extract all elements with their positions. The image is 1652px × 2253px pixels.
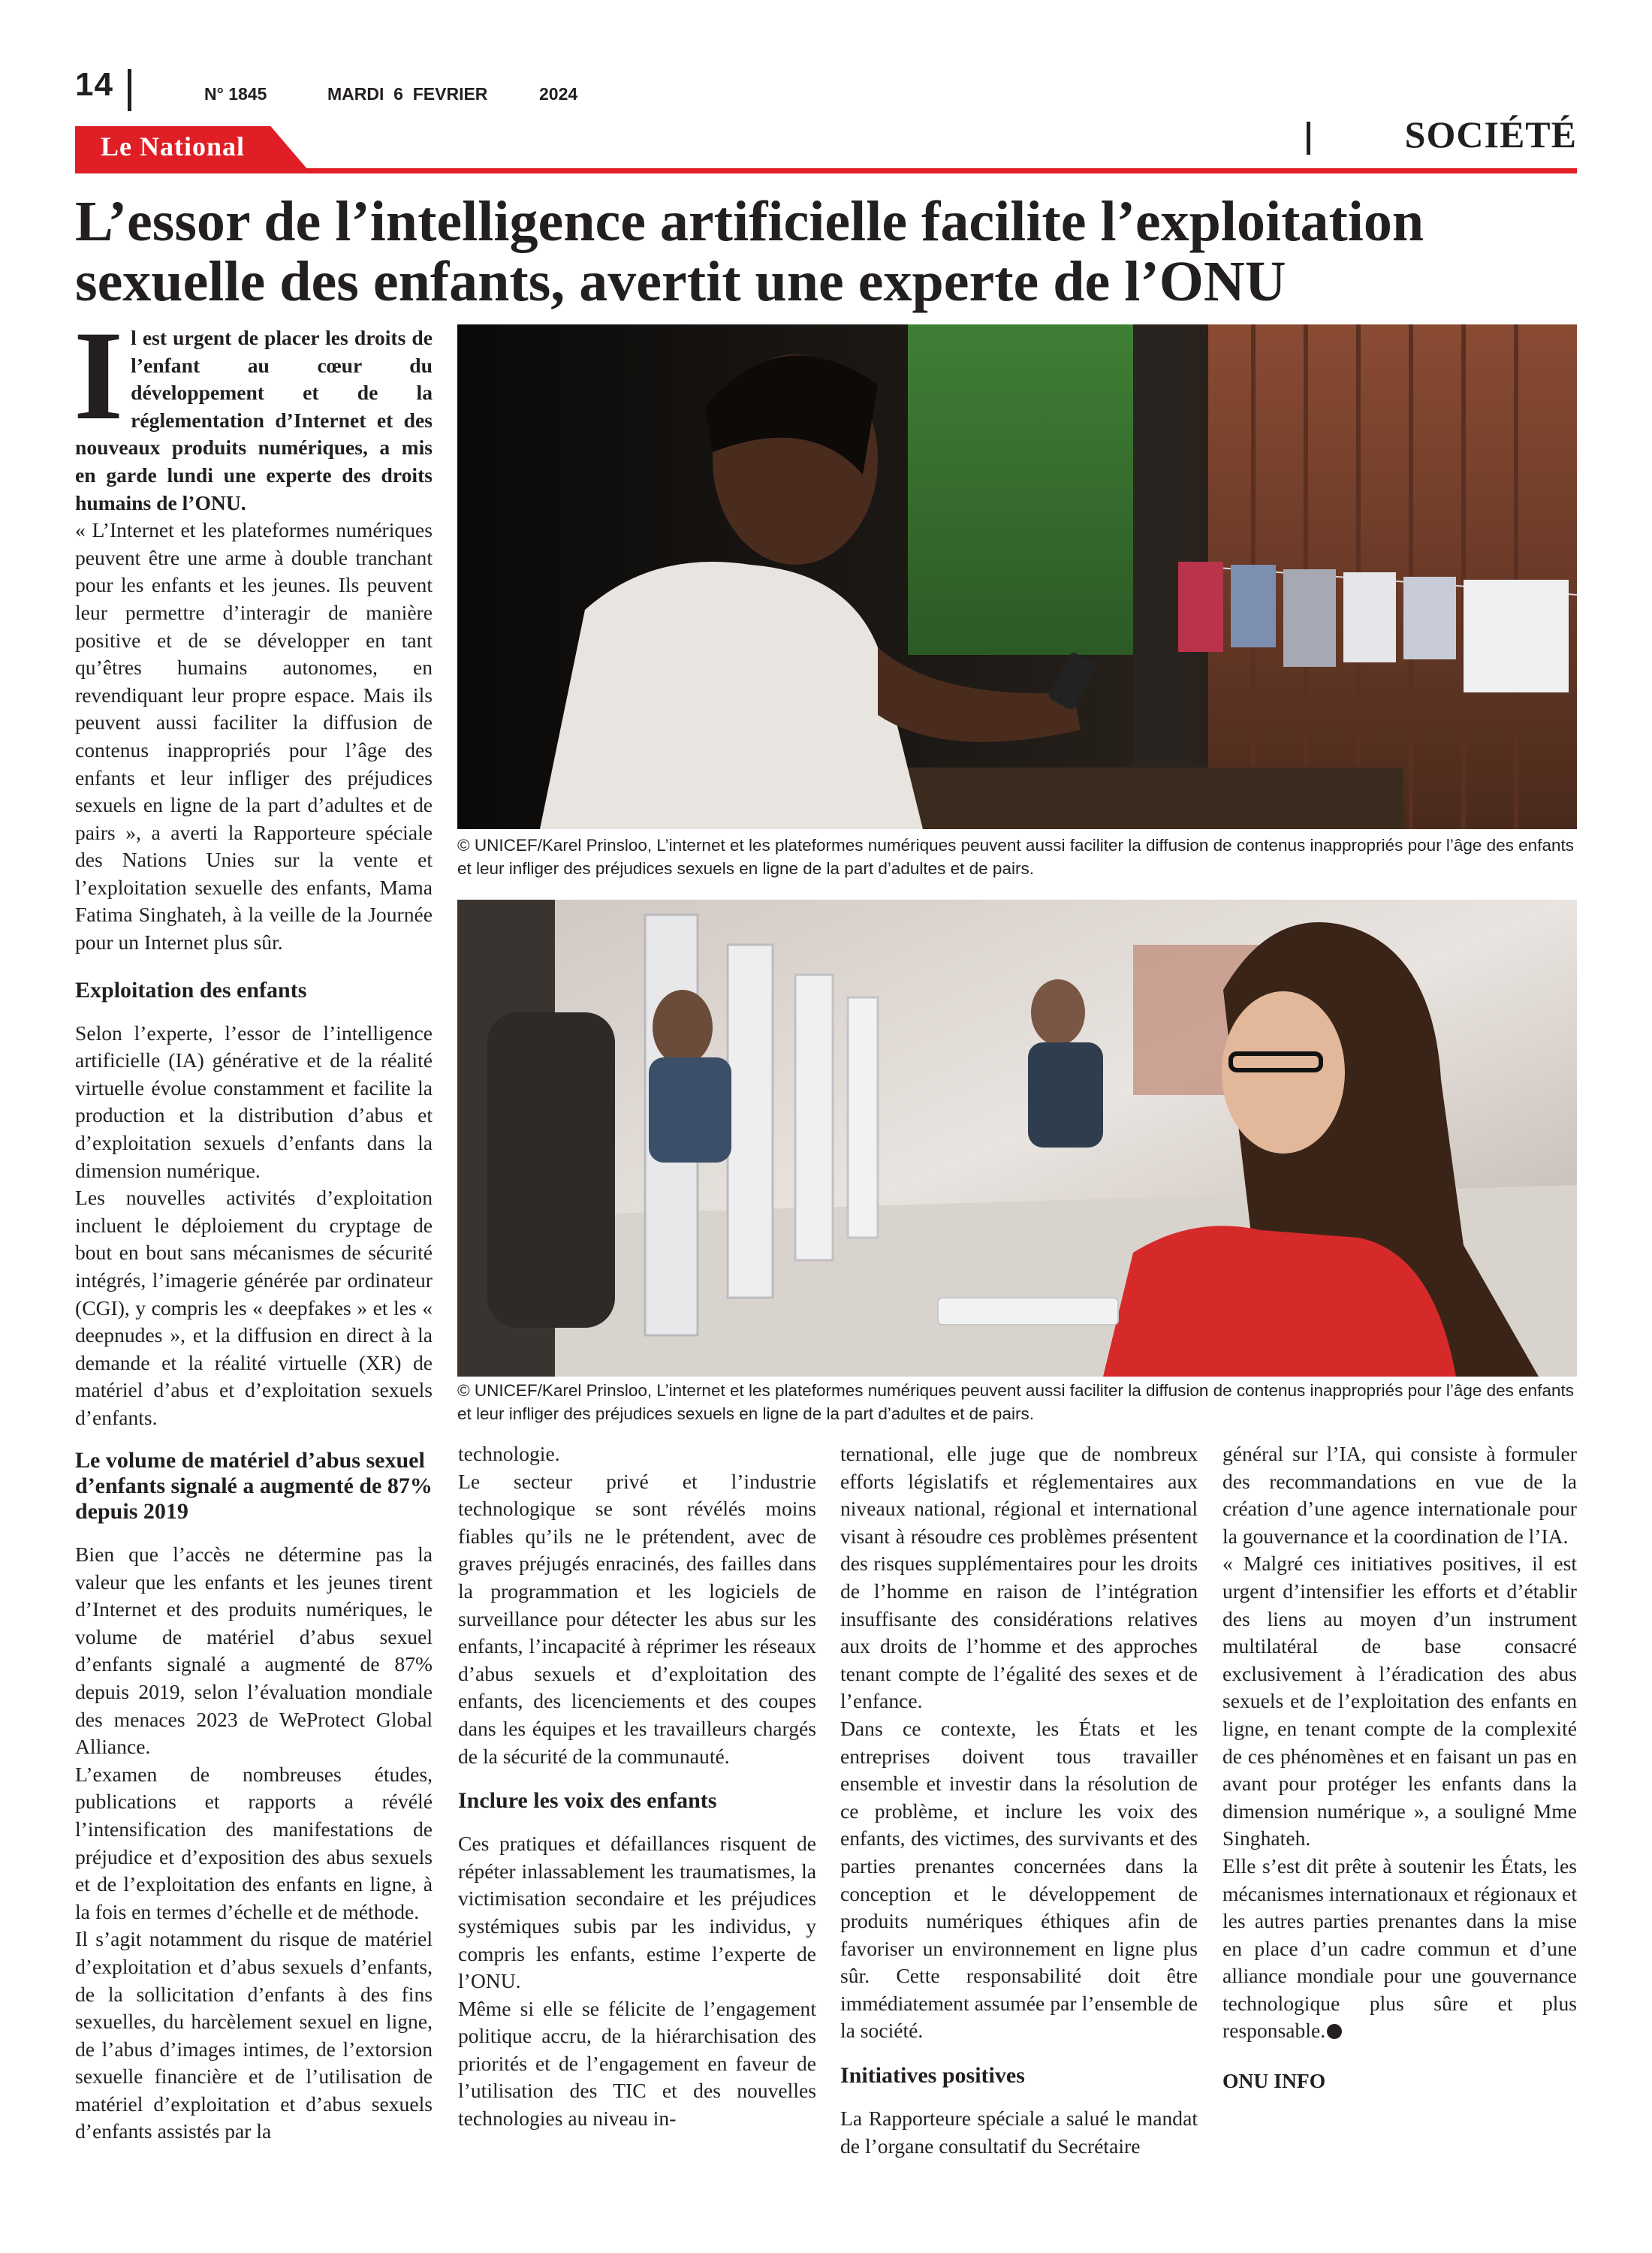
issue-date: MARDI 6 FEVRIER [327,84,488,104]
photo-computer-lab-image [457,900,1577,1377]
article-column-4 [1222,1440,1577,2095]
article-column-1 [74,305,433,1432]
final-text: Elle s’est dit prête à soutenir les États, les mécanismes internationaux et régionaux et les autres parties prenantes dans la mise en place d’un cadre commun et d’une alliance mondiale pour une gouvernance technologique plus sûre et plus responsable. [1222,1853,1577,2043]
subheading-exploitation: Exploitation des enfants [75,977,307,1003]
subheading-initiatives: Initiatives positives [840,2063,1025,2089]
article-column-1-lower [75,1448,433,2146]
paragraph: « Malgré ces initiatives positives, il est urgent d’intensifier les efforts et d’établir des liens au moyen d’un instrument multilatéral de base consacré exclusivement à l’éradication des abus sexuels et de l’exploitation des enfants en ligne, en tenant compte de la complexité de ces phénomènes et en faisant un pas en avant pour protéger les enfants dans la dimension numérique », a souligné Mme Singhateh. [1222,1552,1577,1850]
drop-cap: I [74,305,124,446]
paragraph: ternational, elle juge que de nombreux efforts législatifs et réglementaires aux niveaux national, régional et international visant à résoudre ces problèmes présentent des risques supplémentaires pour les droits de l’homme en raison de l’intégration insuffisante des considérations relatives aux droits de l’homme et des approches tenant compte de l’égalité des sexes et de l’enfance. [840,1442,1198,1713]
photo-computer-lab-caption: © UNICEF/Karel Prinsloo, L’internet et les plateformes numériques peuvent aussi faciliter la diffusion de contenus inappropriés pour l’âge des enfants et leur infliger des préjudices sexuels en ligne de la part d’adultes et de pairs. [457,1381,1574,1423]
subheading-voices: Inclure les voix des enfants [458,1788,717,1814]
article-title: L’essor de l’intelligence artificielle facilite l’exploitation sexuelle des enfants, avertit une experte de l’ONU [75,190,1424,313]
header-rule [75,168,1577,173]
paragraph: La Rapporteure spéciale a salué le mandat de l’organe consultatif du Secrétaire [840,2107,1198,2158]
lead-text: l est urgent de placer les droits de l’enfant au cœur du développement et de la réglementation d’Internet et des nouveaux produits numériques, a mis en garde lundi une experte des droits humains de l’ONU. [75,326,433,514]
section-name: SOCIÉTÉ [1404,113,1577,155]
paragraph: Bien que l’accès ne détermine pas la valeur que les enfants et les jeunes tirent d’Internet et des produits numériques, le volume de matériel d’abus sexuel d’enfants signalé a augmenté de 87% depuis 2019, selon l’évaluation mondiale des menaces 2023 de WeProtect Global Alliance. [75,1543,433,1759]
article-column-2 [458,1440,816,2133]
paragraph: technologie. [458,1442,560,1465]
paragraph: Ces pratiques et défaillances risquent de répéter inlassablement les traumatismes, la victimisation secondaire et les préjudices systémiques subis par les individus, y compris les enfants, estime l’experte de l’ONU. [458,1832,816,1993]
article-signature: ONU INFO [1222,2069,1326,2093]
section-divider [1307,122,1310,155]
brand-name: Le National [101,131,246,161]
paragraph: Le secteur privé et l’industrie technologique se sont révélés moins fiables qu’ils ne le prétendent, avec de graves préjugés enracinés, des failles dans la programmation et les logiciels de surveillance pour détecter les abus sur les enfants, l’incapacité à réprimer les réseaux d’abus sexuels et d’exploitation des enfants, des licenciements et des coupes dans les équipes et les travailleurs chargés de la sécurité de la communauté. [458,1469,816,1768]
page-number-divider [128,69,131,111]
paragraph: Selon l’experte, l’essor de l’intelligence artificielle (IA) générative et de la réalité virtuelle évolue constamment et facilite la production et la distribution d’abus et d’exploitation sexuels d’enfants dans la dimension numérique. [75,1021,433,1182]
paragraph: L’examen de nombreuses études, publications et rapports a révélé l’intensification des manifestations de préjudice et d’exposition des abus sexuels et de l’exploitation des enfants en ligne, à la fois en termes d’échelle et de méthode. [75,1762,433,1923]
article-column-3 [840,1440,1198,2160]
paragraph: Même si elle se félicite de l’engagement politique accru, de la hiérarchisation des priorités et de l’engagement en faveur de l’utilisation des TIC et des nouvelles technologies au niveau in- [458,1996,816,2131]
issue-number: N° 1845 [204,84,267,104]
paragraph: Dans ce contexte, les États et les entreprises doivent tous travailler ensemble et investir dans la résolution de ce problème, et inclure les voix des enfants, des victimes, des survivants et des parties prenantes concernées dans la conception et le développement de produits numériques éthiques afin de favoriser un environnement en ligne plus sûr. Cette responsabilité doit être immédiatement assumée par l’ensemble de la société. [840,1716,1198,2043]
paragraph: « L’Internet et les plateformes numériques peuvent être une arme à double tranchant pour les enfants et les jeunes. Ils peuvent leur permettre d’interagir de manière positive et de se développer en tant qu’êtres humains autonomes, en revendiquant leur propre espace. Mais ils peuvent aussi faciliter la diffusion de contenus inappropriés pour l’âge des enfants et leur infliger des préjudices sexuels en ligne de la part d’adultes et de pairs », a averti la Rapporteure spéciale des Nations Unies sur la vente et l’exploitation sexuelle des enfants, Mama Fatima Singhateh, à la veille de la Journée pour un Internet plus sûr. [75,518,433,955]
paragraph-final [1222,1853,1577,2045]
photo-girl-phone [457,324,1577,829]
photo-computer-lab [457,900,1577,1377]
page-number: 14 [75,66,113,103]
paragraph: général sur l’IA, qui consiste à formuler des recommandations en vue de la création d’une agence internationale pour la gouvernance et la coordination de l’IA. [1222,1442,1577,1548]
paragraph: Les nouvelles activités d’exploitation incluent le déploiement du cryptage de bout en bout sans mécanismes de sécurité intégrés, l’imagerie générée par ordinateur (CGI), y compris les « deepfakes » et les « deepnudes », et la diffusion en direct à la demande et la réalité virtuelle (XR) de matériel d’abus et d’exploitation sexuels d’enfants. [75,1186,433,1429]
article-lead [74,305,433,517]
photo-girl-phone-caption: © UNICEF/Karel Prinsloo, L’internet et les plateformes numériques peuvent aussi faciliter la diffusion de contenus inappropriés pour l’âge des enfants et leur infliger des préjudices sexuels en ligne de la part d’adultes et de pairs. [457,836,1574,878]
end-mark-icon [1327,2024,1342,2039]
photo-girl-phone-image [457,324,1577,829]
paragraph: Il s’agit notamment du risque de matériel d’exploitation et d’abus sexuels d’enfants, de la sollicitation d’enfants à des fins sexuelles, du harcèlement sexuel en ligne, de l’abus d’images intimes, de l’extorsion sexuelle financière et de l’utilisation de matériel d’exploitation et d’abus sexuels d’enfants assistés par la [75,1927,433,2143]
issue-year: 2024 [539,84,578,104]
subheading-volume: Le volume de matériel d’abus sexuel d’enfants signalé a augmenté de 87% depuis 2019 [75,1448,433,1524]
